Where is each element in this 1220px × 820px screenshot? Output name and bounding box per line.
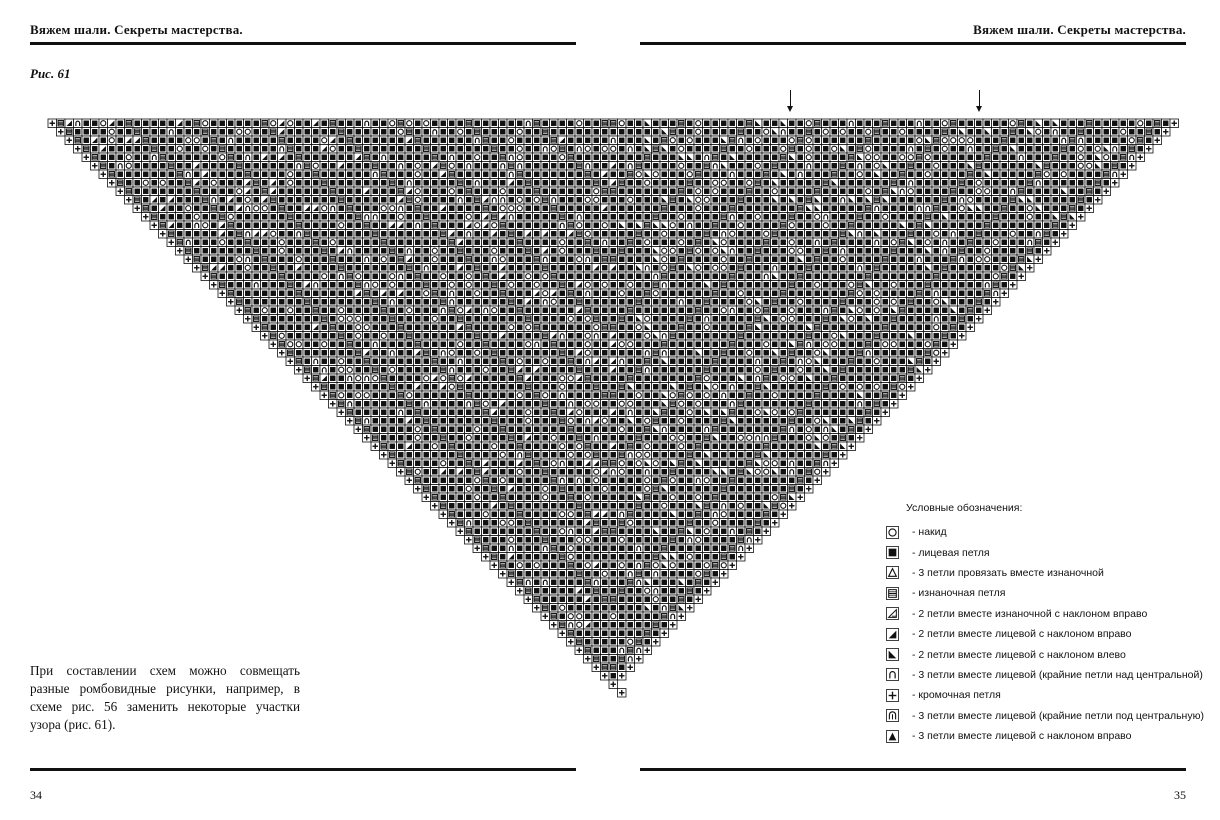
left-running-header: Вяжем шали. Секреты мастерства. xyxy=(30,22,243,37)
chart-row xyxy=(133,204,1094,213)
chart-row xyxy=(439,510,788,519)
chart-row xyxy=(167,238,1060,247)
legend-label: - изнаночная петля xyxy=(912,587,1006,600)
chart-row xyxy=(218,289,1009,298)
chart-row xyxy=(465,536,763,545)
chart-row xyxy=(567,638,661,647)
chart-row xyxy=(609,680,618,689)
chart-row xyxy=(252,323,975,332)
legend xyxy=(886,502,1204,746)
chart-row xyxy=(388,459,839,468)
chart-row xyxy=(524,595,703,604)
k2tog-left-icon xyxy=(886,648,899,661)
chart-row xyxy=(184,255,1043,264)
chart-row xyxy=(244,315,984,324)
chart-row xyxy=(201,272,1026,281)
legend-item xyxy=(886,644,1204,664)
chart-row xyxy=(490,561,737,570)
legend-label: - 2 петли вместе лицевой с наклоном вправо xyxy=(912,628,1132,641)
legend-label: - кромочная петля xyxy=(912,689,1001,702)
edge-icon xyxy=(886,689,899,702)
chart-row xyxy=(295,366,933,375)
k3tog-center-over-icon xyxy=(886,668,899,681)
chart-row xyxy=(516,587,712,596)
chart-row xyxy=(482,553,746,562)
chart-row xyxy=(312,383,916,392)
chart-row xyxy=(193,264,1035,273)
chart-row xyxy=(371,442,856,451)
chart-row xyxy=(48,119,1179,128)
purl3tog-icon xyxy=(886,566,899,579)
chart-row xyxy=(57,128,1171,137)
chart-row xyxy=(499,570,729,579)
chart-row xyxy=(142,213,1086,222)
legend-label: - 3 петли вместе лицевой (крайние петли под центральную) xyxy=(912,709,1204,722)
k2tog-right-icon xyxy=(886,628,899,641)
chart-row xyxy=(329,400,899,409)
legend-label: - 3 петли провязать вместе изнаночной xyxy=(912,566,1104,579)
chart-row xyxy=(405,476,822,485)
k3tog-center-under-icon xyxy=(886,709,899,722)
chart-row xyxy=(235,306,992,315)
legend-label: - 2 петли вместе изнаночной с наклоном вправо xyxy=(912,607,1148,620)
chart-row xyxy=(584,655,644,664)
chart-row xyxy=(422,493,805,502)
p2tog-right-icon xyxy=(886,607,899,620)
chart-row xyxy=(550,621,678,630)
chart-row xyxy=(74,145,1154,154)
chart-row xyxy=(210,281,1018,290)
chart-row xyxy=(473,544,754,553)
legend-item xyxy=(886,685,1204,705)
chart-row xyxy=(91,162,1137,171)
legend-item xyxy=(886,522,1204,542)
chart-row xyxy=(261,332,967,341)
chart-row xyxy=(278,349,950,358)
chart-row xyxy=(575,646,652,655)
legend-label: - накид xyxy=(912,526,947,539)
chart-row xyxy=(380,451,848,460)
chart-row xyxy=(601,672,627,681)
chart-row xyxy=(541,612,686,621)
legend-item xyxy=(886,624,1204,644)
page-number-right: 35 xyxy=(1174,788,1186,802)
right-footer-rule xyxy=(640,768,1186,771)
chart-row xyxy=(269,340,958,349)
chart-row xyxy=(150,221,1077,230)
chart-row xyxy=(116,187,1111,196)
chart-row xyxy=(286,357,941,366)
purl-icon xyxy=(886,587,899,600)
legend-label: - 2 петли вместе лицевой с наклоном влево xyxy=(912,648,1126,661)
legend-title: Условные обозначения: xyxy=(906,502,1023,514)
left-footer-rule xyxy=(30,768,576,771)
page-number-left: 34 xyxy=(30,788,42,802)
legend-item xyxy=(886,665,1204,685)
legend-item xyxy=(886,706,1204,726)
chart-row xyxy=(558,629,669,638)
right-running-header: Вяжем шали. Секреты мастерства. xyxy=(973,22,1186,37)
chart-row xyxy=(397,468,831,477)
k3tog-right-icon xyxy=(886,730,899,743)
legend-item xyxy=(886,542,1204,562)
chart-row xyxy=(346,417,882,426)
chart-row xyxy=(337,408,890,417)
chart-row xyxy=(303,374,924,383)
legend-label: - 3 петли вместе лицевой с наклоном вправо xyxy=(912,730,1132,743)
body-paragraph: При составлении схем можно совмещать разные ромбовидные рисунки, например, в схеме рис. 56 заменить некоторые участки узора (рис. 61). xyxy=(30,663,300,732)
legend-label: - 3 петли вместе лицевой (крайние петли над центральной) xyxy=(912,668,1203,681)
chart-row xyxy=(125,196,1103,205)
chart-row xyxy=(363,434,865,443)
chart-row xyxy=(431,502,797,511)
chart-row xyxy=(227,298,1001,307)
chart-row xyxy=(507,578,720,587)
chart-row xyxy=(618,689,627,698)
chart-row xyxy=(320,391,907,400)
legend-list xyxy=(886,522,1204,746)
chart-row xyxy=(159,230,1069,239)
legend-item xyxy=(886,583,1204,603)
chart-row xyxy=(65,136,1162,145)
chart-row xyxy=(448,519,780,528)
figure-caption: Рис. 61 xyxy=(30,66,71,81)
chart-row xyxy=(414,485,814,494)
chart-row xyxy=(592,663,635,672)
legend-item xyxy=(886,563,1204,583)
chart-row xyxy=(354,425,873,434)
chart-row xyxy=(456,527,771,536)
chart-row xyxy=(108,179,1120,188)
yarn-over-icon xyxy=(886,526,899,539)
chart-row xyxy=(82,153,1145,162)
chart-row xyxy=(176,247,1052,256)
legend-label: - лицевая петля xyxy=(912,546,990,559)
legend-item xyxy=(886,726,1204,746)
chart-row xyxy=(533,604,695,613)
knit-icon xyxy=(886,546,899,559)
chart-row xyxy=(99,170,1128,179)
legend-item xyxy=(886,604,1204,624)
